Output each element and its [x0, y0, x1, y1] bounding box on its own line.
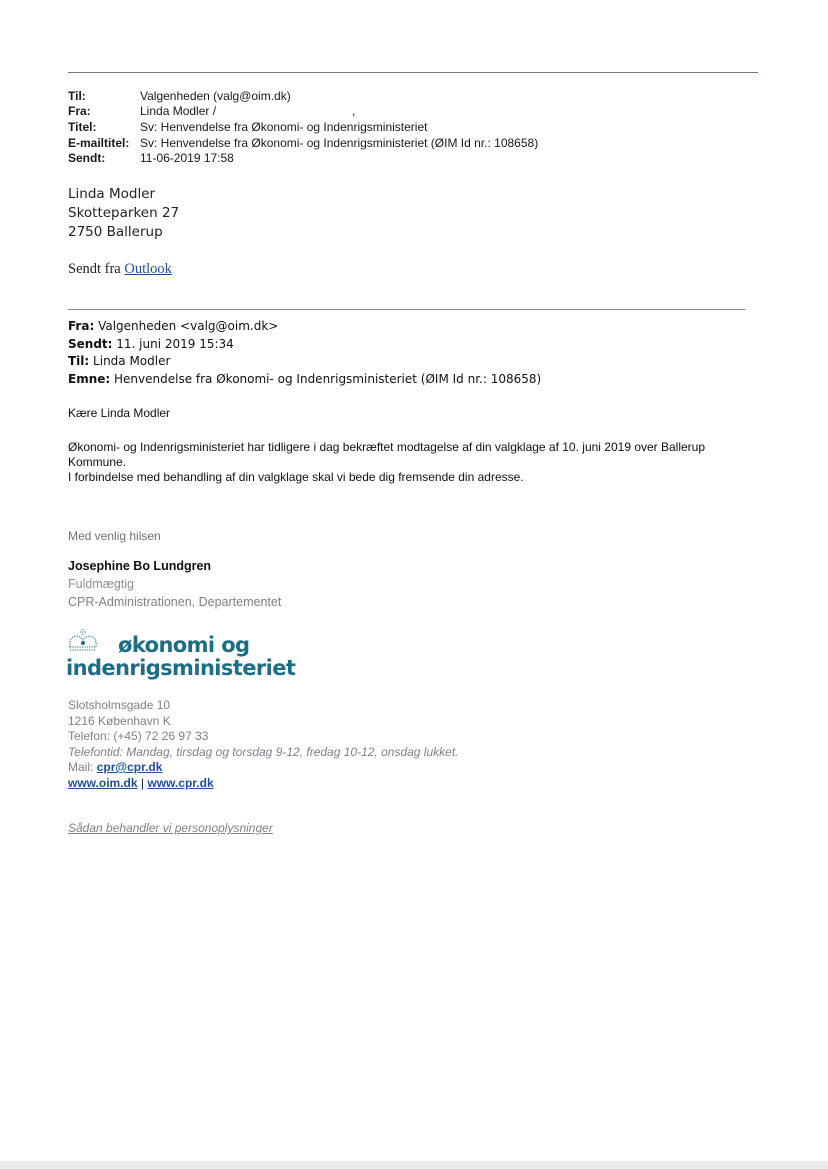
- reply-sender-street: Skotteparken 27: [68, 205, 180, 221]
- header-title-value: Sv: Henvendelse fra Økonomi- og Indenrigsministeriet: [140, 120, 428, 134]
- header-sent-label: Sendt:: [68, 151, 106, 165]
- fwd-sent-label: Sendt:: [68, 336, 113, 351]
- redaction-mark: ,: [352, 104, 356, 118]
- contact-street: Slotsholmsgade 10: [68, 698, 171, 712]
- fwd-to-label: Til:: [68, 354, 90, 368]
- header-sent-value: 11-06-2019 17:58: [140, 151, 234, 165]
- signature-department: CPR-Administrationen, Departementet: [68, 595, 282, 609]
- fwd-from-label: Fra:: [68, 319, 95, 333]
- header-to-value: Valgenheden (valg@oim.dk): [140, 89, 291, 103]
- signature-title: Fuldmægtig: [68, 577, 134, 591]
- message-paragraph-2: I forbindelse med behandling af din valgklage skal vi bede dig fremsende din adresse.: [68, 470, 524, 484]
- paragraph-1-line-2: Kommune.: [68, 455, 127, 469]
- header-from-label: Fra:: [68, 104, 91, 118]
- scan-edge: [0, 1161, 828, 1169]
- crown-icon: [66, 627, 100, 653]
- signature-name: Josephine Bo Lundgren: [68, 559, 212, 573]
- contact-block: [68, 698, 458, 791]
- header-emailtitle-value: Sv: Henvendelse fra Økonomi- og Indenrigsministeriet (ØIM Id nr.: 108658): [140, 136, 539, 150]
- fwd-subject-label: Emne:: [68, 371, 111, 386]
- oim-website-link[interactable]: www.oim.dk: [68, 775, 138, 790]
- sent-from-line: [68, 261, 172, 278]
- fwd-from-value: Valgenheden <valg@oim.dk>: [98, 319, 279, 333]
- reply-sender-block: [68, 185, 179, 242]
- fwd-to-value: Linda Modler: [93, 354, 171, 368]
- contact-phone-hours: Telefontid: Mandag, tirsdag og torsdag 9-12, fredag 10-12, onsdag lukket.: [68, 744, 459, 759]
- fwd-subject-value: Henvendelse fra Økonomi- og Indenrigsministeriet (ØIM Id nr.: 108658): [114, 371, 542, 386]
- sent-from-prefix: Sendt fra: [68, 261, 121, 277]
- contact-mail-link[interactable]: cpr@cpr.dk: [96, 760, 163, 774]
- cpr-website-link[interactable]: www.cpr.dk: [147, 775, 214, 790]
- forward-divider: [68, 309, 746, 310]
- contact-city: 1216 København K: [68, 713, 171, 728]
- link-separator: |: [140, 775, 145, 790]
- privacy-link[interactable]: Sådan behandler vi personoplysninger: [68, 821, 273, 835]
- fwd-sent-value: 11. juni 2019 15:34: [116, 336, 234, 351]
- header-divider: [68, 72, 758, 73]
- outlook-link[interactable]: Outlook: [124, 261, 172, 277]
- paragraph-1-line-1: Økonomi- og Indenrigsministeriet har tidligere i dag bekræftet modtagelse af din valgklage af 10. juni 2019 over Ballerup: [68, 440, 706, 454]
- header-title-label: Titel:: [68, 120, 97, 134]
- contact-phone: Telefon: (+45) 72 26 97 33: [68, 729, 209, 743]
- logo-line-2: indenrigsministeriet: [66, 656, 296, 680]
- message-paragraph-1: [68, 440, 768, 485]
- reply-sender-name: Linda Modler: [68, 186, 156, 202]
- logo-line-1: økonomi og: [118, 633, 250, 657]
- header-to-label: Til:: [68, 89, 86, 103]
- contact-mail-label: Mail:: [68, 760, 94, 774]
- closing: Med venlig hilsen: [68, 529, 161, 543]
- reply-sender-city: 2750 Ballerup: [68, 224, 163, 240]
- header-emailtitle-label: E-mailtitel:: [68, 136, 130, 150]
- forwarded-header: [68, 318, 541, 388]
- header-from-value: Linda Modler /: [140, 104, 217, 118]
- message-greeting: Kære Linda Modler: [68, 406, 171, 420]
